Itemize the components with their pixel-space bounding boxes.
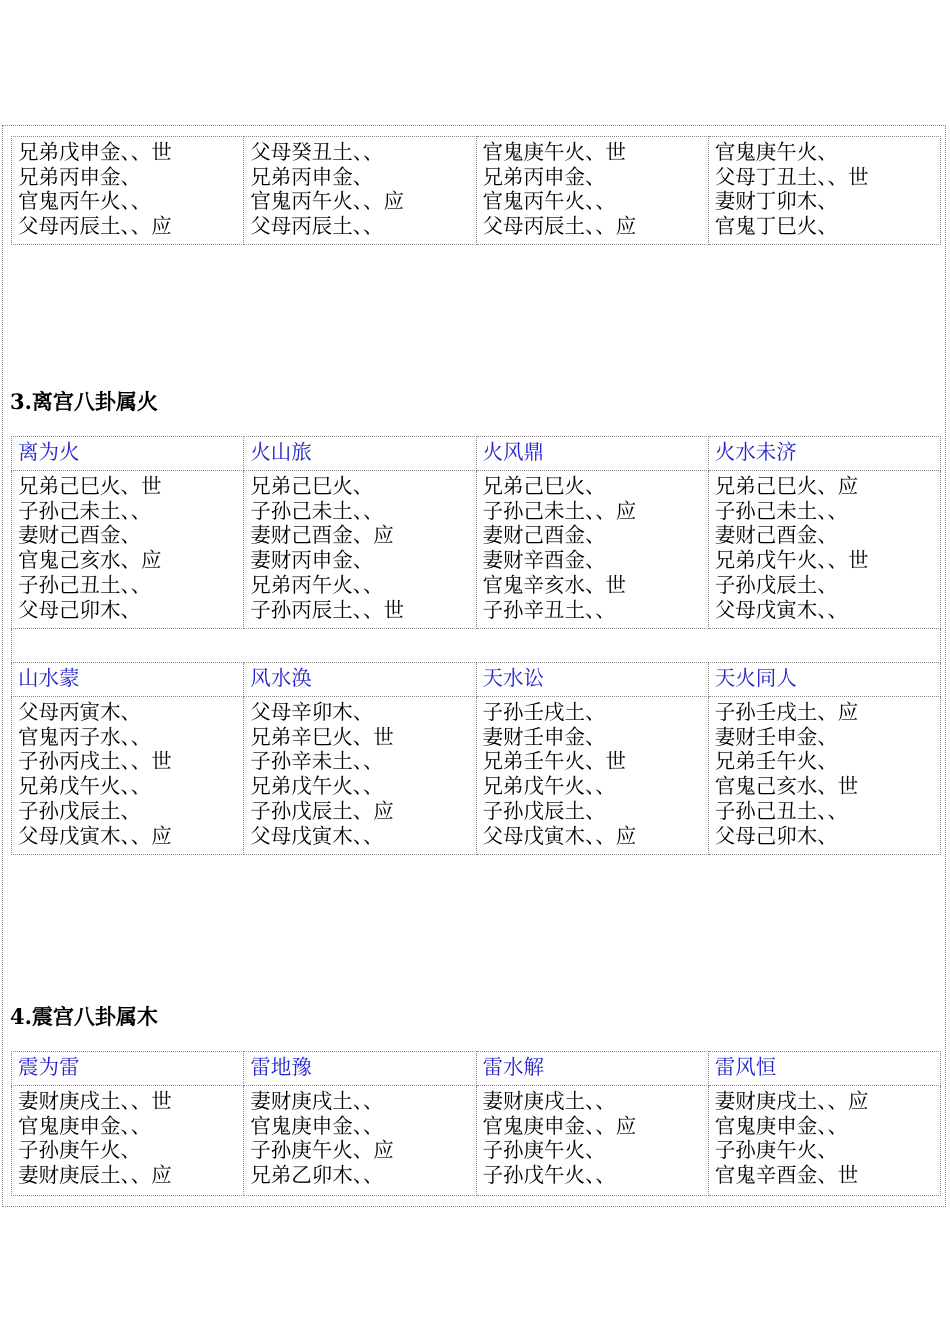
yao-line: 官鬼辛亥水、世 bbox=[482, 572, 626, 597]
section-title-li-palace: 3.离宫八卦属火 bbox=[10, 389, 158, 414]
yao-line: 兄弟己巳火、世 bbox=[18, 474, 162, 498]
yao-line: 官鬼丙午火、、 bbox=[18, 189, 152, 214]
hexagram-lines-cell bbox=[476, 697, 708, 855]
yao-line: 妻财己酉金、 bbox=[18, 523, 141, 548]
yao-line: 妻财壬申金、 bbox=[482, 724, 606, 749]
hexagram-name: 天水讼 bbox=[476, 663, 708, 697]
yao-line: 兄弟丙申金、 bbox=[482, 164, 606, 189]
zhen-palace-table bbox=[11, 1051, 941, 1196]
yao-line: 父母丙辰土、、应 bbox=[482, 214, 637, 239]
yao-line: 兄弟戊午火、、 bbox=[18, 774, 152, 799]
yao-line: 妻财庚戌土、、 bbox=[250, 1089, 384, 1113]
yao-line: 子孙戊午火、、 bbox=[482, 1163, 616, 1188]
top-hexagram-table bbox=[11, 136, 941, 245]
yao-line: 子孙己未土、、应 bbox=[482, 498, 637, 523]
yao-line: 子孙己未土、、 bbox=[18, 498, 152, 523]
yao-line: 子孙壬戌土、应 bbox=[714, 700, 859, 724]
yao-line: 官鬼丁巳火、 bbox=[714, 214, 838, 239]
yao-line: 子孙庚午火、应 bbox=[250, 1138, 394, 1163]
hexagram-lines-cell bbox=[12, 1086, 244, 1196]
yao-line: 妻财己酉金、 bbox=[482, 523, 606, 548]
yao-line: 官鬼丙午火、、应 bbox=[250, 189, 404, 214]
hexagram-lines-cell bbox=[244, 697, 476, 855]
yao-line: 父母丙辰土、、 bbox=[250, 214, 384, 239]
yao-line: 子孙庚午火、 bbox=[714, 1138, 838, 1163]
yao-line: 父母戊寅木、、 bbox=[250, 823, 384, 848]
yao-line: 兄弟辛巳火、世 bbox=[250, 724, 394, 749]
hexagram-lines-cell bbox=[476, 137, 708, 245]
yao-line: 官鬼己亥水、世 bbox=[714, 774, 859, 799]
yao-line: 妻财丁卯木、 bbox=[714, 189, 838, 214]
yao-line: 兄弟壬午火、世 bbox=[482, 749, 626, 774]
yao-line: 父母己卯木、 bbox=[18, 597, 141, 622]
yao-line: 兄弟丙申金、 bbox=[250, 164, 374, 189]
yao-line: 妻财庚戌土、、应 bbox=[714, 1089, 869, 1113]
hexagram-lines-cell bbox=[244, 137, 476, 245]
yao-line: 兄弟戊午火、、 bbox=[250, 774, 384, 799]
hexagram-lines-cell bbox=[12, 137, 244, 245]
yao-line: 兄弟戊午火、、 bbox=[482, 774, 616, 799]
yao-line: 妻财己酉金、应 bbox=[250, 523, 394, 548]
hexagram-name: 火水未济 bbox=[708, 437, 940, 471]
section-title-zhen-palace: 4.震宫八卦属木 bbox=[10, 1004, 158, 1029]
table-spacer-row bbox=[12, 629, 941, 663]
yao-line: 妻财庚戌土、、世 bbox=[18, 1089, 172, 1113]
yao-line: 官鬼庚申金、、 bbox=[714, 1113, 848, 1138]
yao-line: 妻财壬申金、 bbox=[714, 724, 838, 749]
yao-line: 官鬼丙子水、、 bbox=[18, 724, 152, 749]
hexagram-name: 山水蒙 bbox=[12, 663, 244, 697]
yao-line: 父母丙寅木、 bbox=[18, 700, 141, 724]
hexagram-lines-cell bbox=[708, 1086, 940, 1196]
hexagram-name: 雷风恒 bbox=[708, 1052, 940, 1086]
yao-line: 父母癸丑土、、 bbox=[250, 140, 384, 164]
hexagram-name: 离为火 bbox=[12, 437, 244, 471]
yao-line: 官鬼己亥水、应 bbox=[18, 548, 162, 573]
yao-line: 子孙戊辰土、 bbox=[482, 798, 606, 823]
hexagram-name: 天火同人 bbox=[708, 663, 940, 697]
yao-line: 子孙庚午火、 bbox=[482, 1138, 606, 1163]
yao-line: 兄弟己巳火、 bbox=[250, 474, 374, 498]
yao-line: 父母戊寅木、、应 bbox=[482, 823, 637, 848]
hexagram-lines-cell bbox=[476, 471, 708, 629]
hexagram-name: 震为雷 bbox=[12, 1052, 244, 1086]
yao-line: 官鬼庚午火、世 bbox=[482, 140, 626, 164]
yao-line: 妻财庚戌土、、 bbox=[482, 1089, 616, 1113]
yao-line: 官鬼辛酉金、世 bbox=[714, 1163, 859, 1188]
hexagram-name: 火风鼎 bbox=[476, 437, 708, 471]
yao-line: 妻财庚辰土、、应 bbox=[18, 1163, 172, 1188]
yao-line: 官鬼庚申金、、 bbox=[250, 1113, 384, 1138]
yao-line: 兄弟己巳火、 bbox=[482, 474, 606, 498]
yao-line: 子孙己未土、、 bbox=[714, 498, 848, 523]
yao-line: 子孙丙辰土、、世 bbox=[250, 597, 404, 622]
yao-line: 妻财丙申金、 bbox=[250, 548, 374, 573]
hexagram-lines-cell bbox=[244, 1086, 476, 1196]
yao-line: 官鬼庚申金、、应 bbox=[482, 1113, 637, 1138]
yao-line: 子孙庚午火、 bbox=[18, 1138, 141, 1163]
yao-line: 子孙己未土、、 bbox=[250, 498, 384, 523]
yao-line: 兄弟壬午火、 bbox=[714, 749, 838, 774]
yao-line: 子孙己丑土、、 bbox=[18, 572, 152, 597]
yao-line: 兄弟乙卯木、、 bbox=[250, 1163, 384, 1188]
yao-line: 子孙辛未土、、 bbox=[250, 749, 384, 774]
yao-line: 兄弟戊午火、、世 bbox=[714, 548, 869, 573]
yao-line: 父母戊寅木、、 bbox=[714, 597, 848, 622]
li-palace-table bbox=[11, 436, 941, 855]
yao-line: 官鬼庚申金、、 bbox=[18, 1113, 152, 1138]
hexagram-lines-cell bbox=[244, 471, 476, 629]
yao-line: 子孙戊辰土、 bbox=[714, 572, 838, 597]
yao-line: 兄弟丙午火、、 bbox=[250, 572, 384, 597]
yao-line: 官鬼丙午火、、 bbox=[482, 189, 616, 214]
yao-line: 父母丁丑土、、世 bbox=[714, 164, 869, 189]
yao-line: 子孙辛丑土、、 bbox=[482, 597, 616, 622]
yao-line: 子孙戊辰土、应 bbox=[250, 798, 394, 823]
hexagram-lines-cell bbox=[476, 1086, 708, 1196]
yao-line: 父母辛卯木、 bbox=[250, 700, 374, 724]
hexagram-lines-cell bbox=[708, 697, 940, 855]
yao-line: 兄弟己巳火、应 bbox=[714, 474, 859, 498]
yao-line: 兄弟丙申金、 bbox=[18, 164, 141, 189]
hexagram-name: 风水涣 bbox=[244, 663, 476, 697]
hexagram-lines-cell bbox=[708, 137, 940, 245]
hexagram-name: 雷水解 bbox=[476, 1052, 708, 1086]
yao-line: 父母戊寅木、、应 bbox=[18, 823, 172, 848]
hexagram-name: 雷地豫 bbox=[244, 1052, 476, 1086]
hexagram-lines-cell bbox=[708, 471, 940, 629]
yao-line: 子孙壬戌土、 bbox=[482, 700, 606, 724]
yao-line: 妻财己酉金、 bbox=[714, 523, 838, 548]
yao-line: 妻财辛酉金、 bbox=[482, 548, 606, 573]
yao-line: 父母丙辰土、、应 bbox=[18, 214, 172, 239]
hexagram-name: 火山旅 bbox=[244, 437, 476, 471]
yao-line: 父母己卯木、 bbox=[714, 823, 838, 848]
hexagram-lines-cell bbox=[12, 697, 244, 855]
hexagram-lines-cell bbox=[12, 471, 244, 629]
yao-line: 子孙戊辰土、 bbox=[18, 798, 141, 823]
yao-line: 兄弟戊申金、、世 bbox=[18, 140, 172, 164]
yao-line: 子孙丙戌土、、世 bbox=[18, 749, 172, 774]
yao-line: 官鬼庚午火、 bbox=[714, 140, 838, 164]
yao-line: 子孙己丑土、、 bbox=[714, 798, 848, 823]
